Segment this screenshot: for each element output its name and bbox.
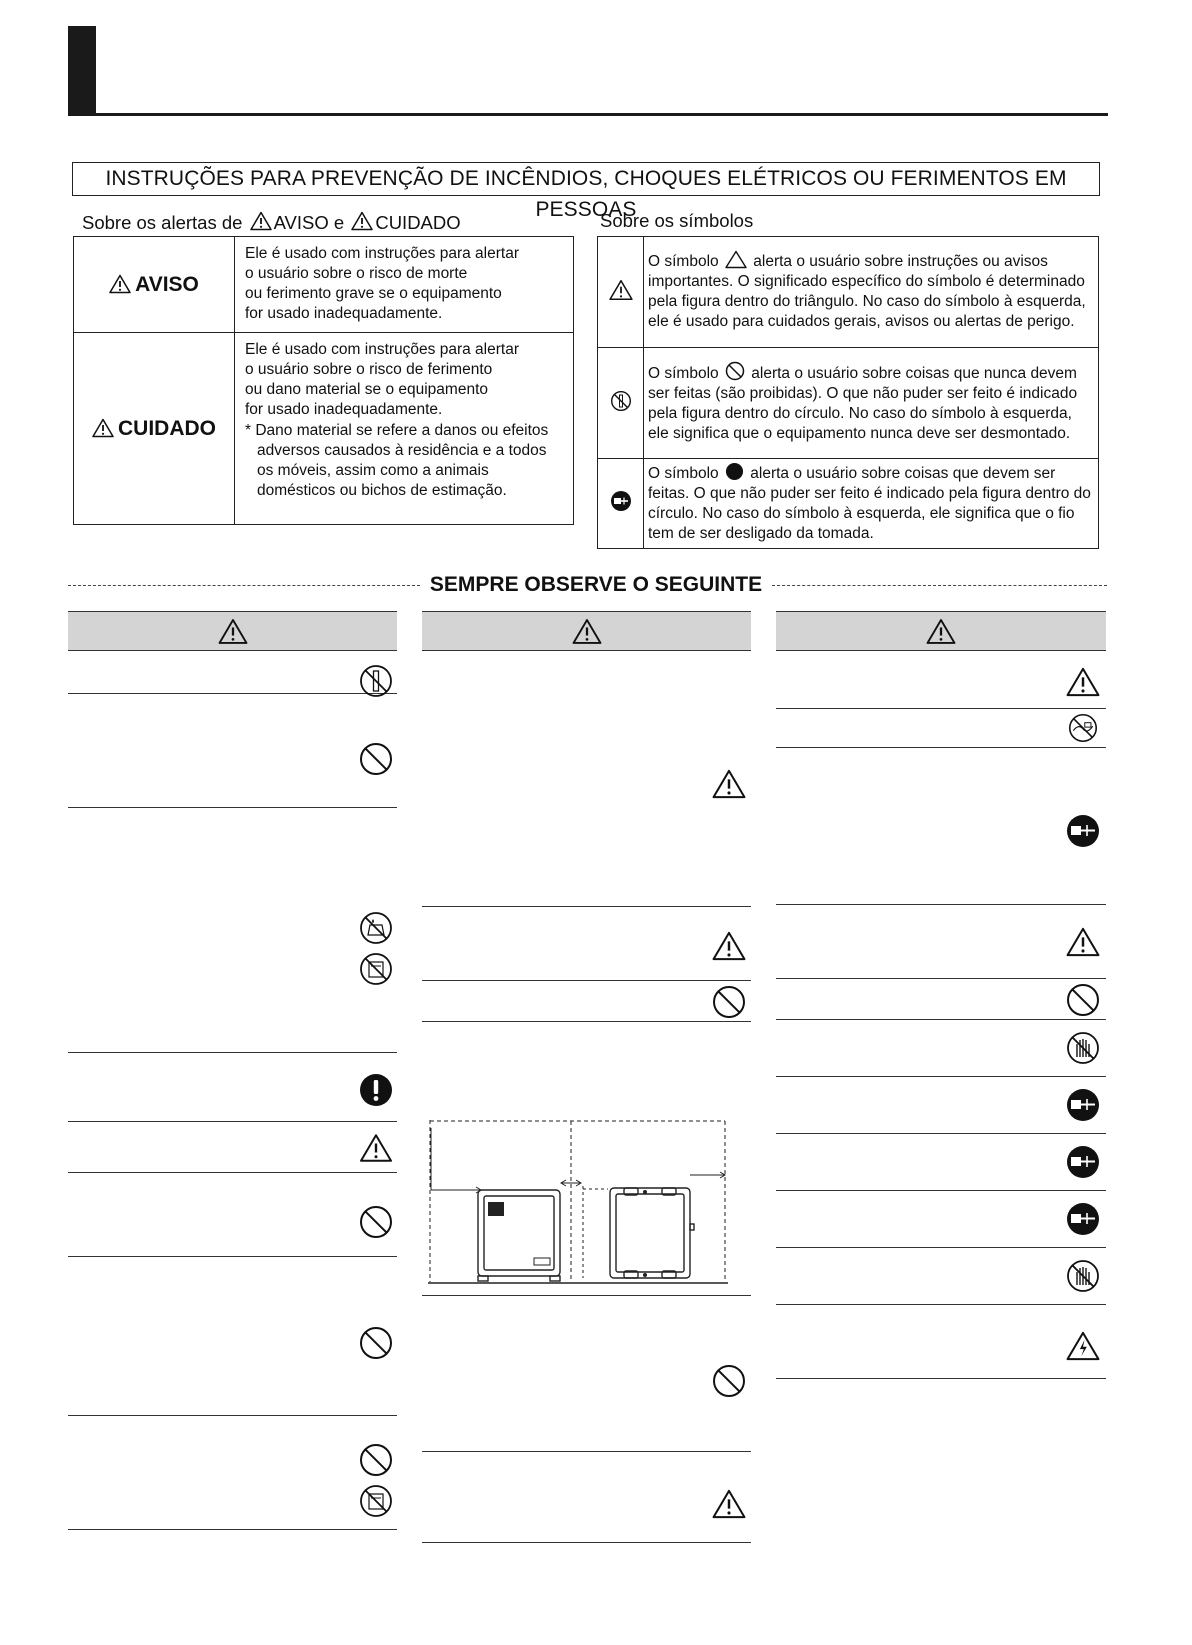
row-divider — [422, 1021, 751, 1022]
symbol-cell-mandatory — [598, 459, 644, 549]
row-divider — [776, 1076, 1106, 1077]
no-outdoor-use-icon — [359, 1484, 393, 1518]
alerts-heading — [82, 211, 461, 234]
row-divider — [422, 1451, 751, 1452]
symbol-description-caution — [644, 237, 1099, 348]
aviso-line: ou ferimento grave se o equipamento — [245, 285, 502, 302]
row-divider — [422, 1542, 751, 1543]
symbol-text-post: alerta o usuário sobre coisas que nunca devem ser feitas (são proibidas). O que não puder ser feito é indicado pela figura dentro do círculo. No caso do símbolo à esquerda, ele significa que o equipamento nunca deve ser desmontado. — [648, 364, 1078, 442]
caution-triangle-icon — [712, 1488, 746, 1520]
no-cord-damage-icon — [1068, 713, 1098, 743]
row-divider — [68, 1256, 397, 1257]
unplug-icon — [1066, 1088, 1100, 1122]
aviso-line: for usado inadequadamente. — [245, 305, 443, 322]
prohibited-icon — [712, 985, 746, 1019]
row-divider — [776, 747, 1106, 748]
cuidado-label-cell — [74, 333, 235, 525]
prohibited-icon — [1066, 983, 1100, 1017]
cuidado-line: Ele é usado com instruções para alertar — [245, 341, 519, 358]
symbol-text-post: alerta o usuário sobre coisas que devem ser feitas. O que não puder ser feito é indicado pela figura dentro do círculo. No caso do símbolo à esquerda, ele significa que o fio tem de ser desligado da tomada. — [648, 464, 1091, 542]
dashed-divider-left — [68, 585, 420, 586]
no-disassembly-icon — [359, 664, 393, 698]
warning-triangle-icon — [250, 211, 272, 231]
row-divider — [776, 978, 1106, 979]
always-observe-heading: SEMPRE OBSERVE O SEGUINTE — [429, 573, 763, 596]
row-divider — [776, 1019, 1106, 1020]
caution-triangle-icon — [609, 279, 633, 301]
alerts-heading-cuidado: CUIDADO — [375, 212, 461, 233]
column-header-3 — [776, 611, 1106, 651]
warning-triangle-icon — [92, 418, 114, 438]
warning-triangle-icon — [351, 211, 373, 231]
row-divider — [422, 1295, 751, 1296]
amp-clearance-diagram — [428, 1118, 730, 1286]
aviso-label: AVISO — [135, 272, 199, 296]
alerts-heading-aviso: AVISO e — [273, 212, 345, 233]
unplug-icon — [1066, 814, 1100, 848]
prohibited-icon — [359, 742, 393, 776]
no-wet-hands-icon — [1066, 1031, 1100, 1065]
symbol-cell-caution — [598, 237, 644, 348]
row-divider — [68, 807, 397, 808]
row-divider — [776, 1378, 1106, 1379]
no-disassembly-icon — [610, 390, 632, 412]
cuidado-line: ou dano material se o equipamento — [245, 381, 488, 398]
triangle-outline-icon — [725, 250, 747, 269]
aviso-line: Ele é usado com instruções para alertar — [245, 245, 519, 262]
prohibited-icon — [359, 1443, 393, 1477]
row-divider — [776, 1190, 1106, 1191]
aviso-line: o usuário sobre o risco de morte — [245, 265, 468, 282]
dashed-divider-right — [772, 585, 1107, 586]
row-divider — [68, 1415, 397, 1416]
symbol-cell-prohibited — [598, 348, 644, 459]
caution-triangle-icon — [1066, 926, 1100, 958]
symbol-text-pre: O símbolo — [648, 464, 719, 482]
row-divider — [776, 1304, 1106, 1305]
prohibited-icon — [712, 1364, 746, 1398]
header-rule — [68, 113, 1108, 116]
electric-shock-warning-icon — [1066, 1330, 1100, 1362]
row-divider — [776, 1247, 1106, 1248]
page-title: INSTRUÇÕES PARA PREVENÇÃO DE INCÊNDIOS, CHOQUES ELÉTRICOS OU FERIMENTOS EM PESSOAS — [72, 162, 1100, 196]
symbol-text-pre: O símbolo — [648, 253, 719, 270]
unplug-icon — [1066, 1145, 1100, 1179]
column-header-2 — [422, 611, 751, 651]
warning-triangle-icon — [926, 618, 956, 645]
prohibited-icon — [359, 1205, 393, 1239]
unplug-icon — [610, 490, 632, 512]
warning-triangle-icon — [109, 274, 131, 294]
symbols-table — [597, 236, 1099, 549]
caution-triangle-icon — [712, 930, 746, 962]
row-divider — [68, 1052, 397, 1053]
no-water-icon — [359, 911, 393, 945]
symbols-heading: Sobre os símbolos — [600, 210, 754, 231]
caution-triangle-icon — [1066, 666, 1100, 698]
cuidado-description — [235, 333, 574, 525]
cuidado-label: CUIDADO — [118, 416, 216, 440]
mandatory-action-icon — [359, 1073, 393, 1107]
prohibited-icon — [359, 1326, 393, 1360]
row-divider — [68, 693, 397, 694]
alerts-table — [73, 236, 574, 525]
filled-circle-icon — [725, 462, 744, 481]
header-black-block — [68, 26, 96, 116]
row-divider — [776, 708, 1106, 709]
prohibited-icon — [725, 361, 745, 381]
cuidado-line: o usuário sobre o risco de ferimento — [245, 361, 493, 378]
warning-triangle-icon — [572, 618, 602, 645]
cuidado-note: * Dano material se refere a danos ou efeitos adversos causados à residência e a todos os móveis, assim como a animais domésticos ou bichos de estimação. — [245, 422, 549, 499]
column-header-1 — [68, 611, 397, 651]
aviso-label-cell — [74, 237, 235, 333]
cuidado-line: for usado inadequadamente. — [245, 401, 443, 418]
unplug-icon — [1066, 1202, 1100, 1236]
warning-triangle-icon — [218, 618, 248, 645]
row-divider — [422, 980, 751, 981]
symbol-text-pre: O símbolo — [648, 364, 719, 382]
row-divider — [776, 904, 1106, 905]
no-outdoor-use-icon — [359, 952, 393, 986]
caution-triangle-icon — [359, 1133, 393, 1163]
row-divider — [68, 1529, 397, 1530]
alerts-heading-prefix: Sobre os alertas de — [82, 212, 243, 233]
symbol-description-prohibited — [644, 348, 1099, 459]
no-wet-hands-icon — [1066, 1259, 1100, 1293]
row-divider — [68, 1172, 397, 1173]
symbol-text-post: alerta o usuário sobre instruções ou avisos importantes. O significado específico do símbolo é determinado pela figura dentro do triângulo. No caso do símbolo à esquerda, ele é usado para cuidados gerais, avisos ou alertas de perigo. — [648, 253, 1086, 330]
row-divider — [422, 906, 751, 907]
caution-triangle-icon — [712, 768, 746, 800]
aviso-description — [235, 237, 574, 333]
symbol-description-mandatory — [644, 459, 1099, 549]
row-divider — [68, 1121, 397, 1122]
row-divider — [776, 1133, 1106, 1134]
